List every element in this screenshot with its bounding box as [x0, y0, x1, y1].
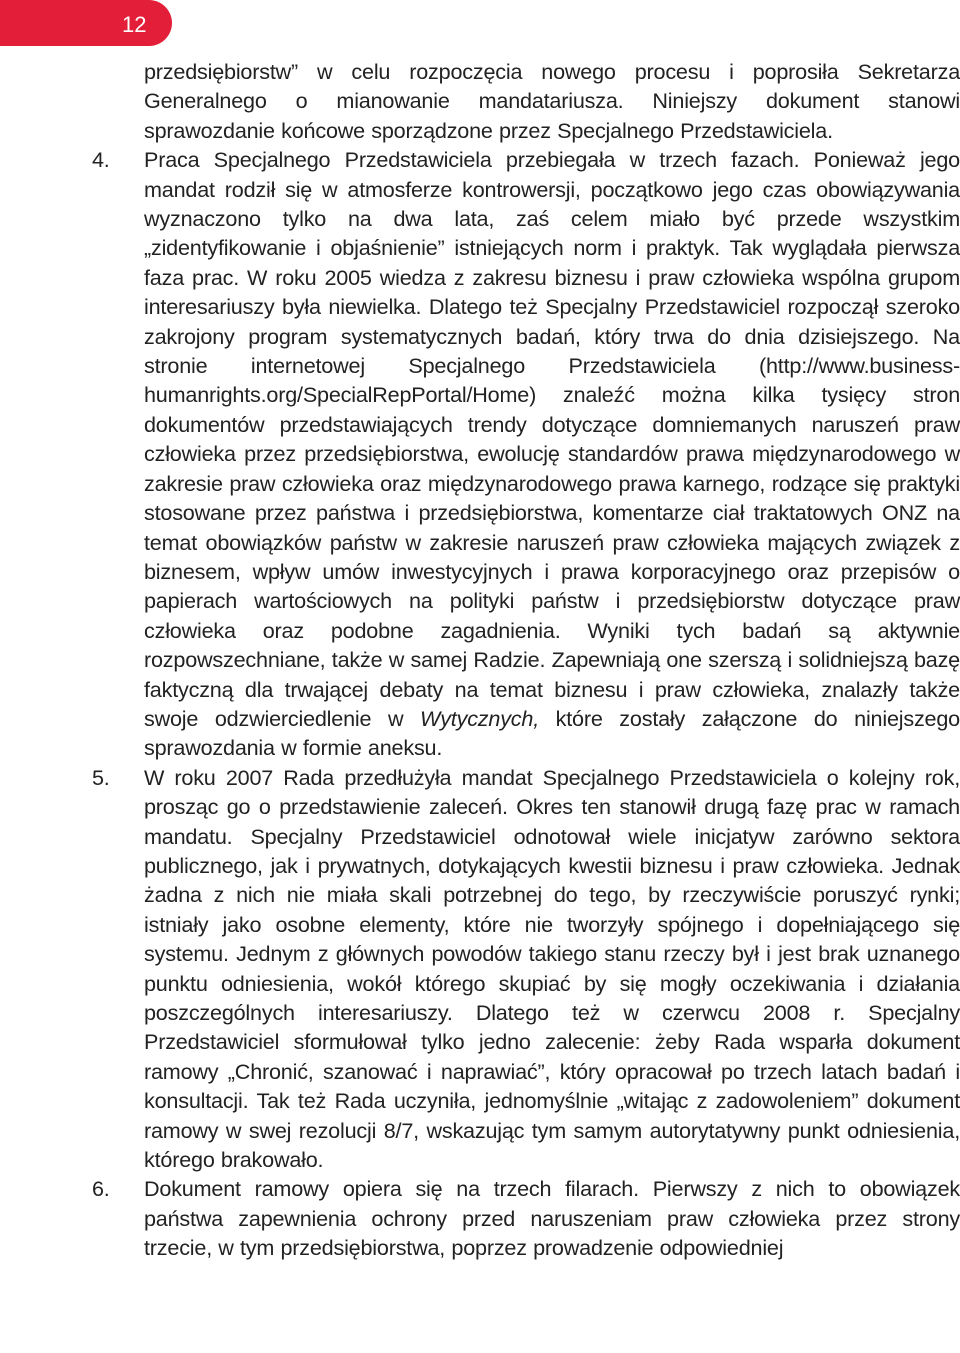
- paragraph-4: [0, 145, 960, 763]
- paragraph-number: 6.: [92, 1176, 110, 1202]
- paragraph-text: Dokument ramowy opiera się na trzech filarach. Pierwszy z nich to obowiązek państwa zapewnienia ochrony przed naruszeniam praw człowieka przez strony trzecie, w tym przedsiębiorstwa, poprzez prowadzenie odpowiedniej: [144, 1176, 960, 1261]
- paragraph-continuation: [0, 57, 960, 145]
- paragraph-5: [0, 763, 960, 1175]
- paragraph-text: W roku 2007 Rada przedłużyła mandat Specjalnego Przedstawiciela o kolejny rok, prosząc go o przedstawienie zaleceń. Okres ten stanowił drugą fazę prac w ramach mandatu. Specjalny Przedstawiciel odnotował wiele inicjatyw zarówno sektora publicznego, jak i prywatnych, dotykających kwestii biznesu i praw człowieka. Jednak żadna z nich nie miała skali potrzebnej do tego, by rzeczywiście poruszyć rynki; istniały jako osobne elementy, które nie tworzyły spójnego i dopełniającego się systemu. Jednym z głównych powodów takiego stanu rzeczy był i jest brak uznanego punktu odniesienia, wokół którego skupiać by się mogły oczekiwania i działania poszczególnych interesariuszy. Dlatego też w czerwcu 2008 r. Specjalny Przedstawiciel sformułował tylko jedno zalecenie: żeby Rada wsparła dokument ramowy „Chronić, szanować i naprawiać”, który opracował po trzech latach badań i konsultacji. Tak też Rada uczyniła, jednomyślnie „witając z zadowoleniem” dokument ramowy w swej rezolucji 8/7, wskazując tym samym autorytatywny punkt odniesienia, którego brakowało.: [144, 764, 960, 1173]
- paragraph-number: 4.: [92, 147, 110, 173]
- page-number-tab: [0, 0, 172, 46]
- paragraph-text: Praca Specjalnego Przedstawiciela przebiegała w trzech fazach. Ponieważ jego mandat rodził się w atmosferze kontrowersji, początkowo jego czas obowiązywania wyznaczono tylko na dwa lata, zaś celem miało być przede wszystkim „zidentyfikowanie i objaśnienie” istniejących norm i praktyk. Tak wyglądała pierwsza faza prac. W roku 2005 wiedza z zakresu biznesu i praw człowieka wspólna grupom interesariuszy była niewielka. Dlatego też Specjalny Przedstawiciel rozpoczął szeroko zakrojony program systematycznych badań, który trwa do dnia dzisiejszego. Na stronie internetowej Specjalnego Przedstawiciela (http://www.business-humanrights.org/SpecialRepPortal/Home) znaleźć można kilka tysięcy stron dokumentów przedstawiających trendy dotyczące domniemanych naruszeń praw człowieka przez przedsiębiorstwa, ewolucję standardów prawa międzynarodowego w zakresie praw człowieka oraz międzynarodowego prawa karnego, rodzące się praktyki stosowane przez państwa i przedsiębiorstwa, komentarze ciał traktatowych ONZ na temat obowiązków państw w zakresie naruszeń praw człowieka mających związek z biznesem, wpływ umów inwestycyjnych i prawa korporacyjnego oraz przepisów o papierach wartościowych na polityki państw i przedsiębiorstw dotyczące praw człowieka oraz podobne zagadnienia. Wyniki tych badań są aktywnie rozpowszechniane, także w samej Radzie. Zapewniają one szerszą i solidniejszą bazę faktyczną dla trwającej debaty na temat biznesu i praw człowieka, znalazły także swoje odzwierciedlenie w: [144, 147, 960, 731]
- document-body: [0, 57, 960, 1263]
- paragraph-text-end: które zostały załączone do niniejszego sprawozdania w formie aneksu.: [144, 705, 960, 761]
- paragraph-number: 5.: [92, 764, 110, 790]
- paragraph-text: przedsiębiorstw” w celu rozpoczęcia nowego procesu i poprosiła Sekretarza Generalnego o mianowanie mandatariusza. Niniejszy dokument stanowi sprawozdanie końcowe sporządzone przez Specjalnego Przedstawiciela.: [144, 59, 960, 143]
- italic-document-title: Wytycznych,: [420, 705, 539, 731]
- page-number: 12: [122, 12, 147, 37]
- paragraph-6: [0, 1174, 960, 1262]
